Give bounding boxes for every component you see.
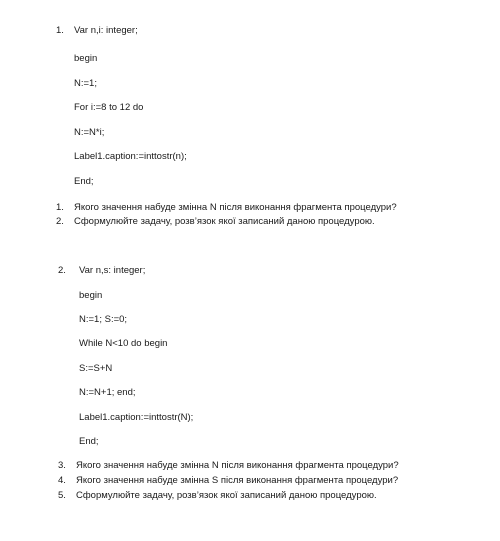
- question-number: 5.: [58, 490, 66, 501]
- question-text: Якого значення набуде змінна N після виконання фрагмента процедури?: [74, 202, 397, 213]
- code-line: N:=N*i;: [74, 127, 105, 138]
- block-number: 2.: [58, 265, 66, 276]
- code-line: N:=1; S:=0;: [79, 314, 128, 325]
- code-line: Label1.caption:=inttostr(N);: [79, 412, 194, 423]
- code-line: N:=1;: [74, 78, 97, 89]
- question-text: Сформулюйте задачу, розв’язок якої записаний даною процедурою.: [76, 490, 377, 501]
- code-line: S:=S+N: [79, 363, 113, 374]
- question-text: Сформулюйте задачу, розв’язок якої записаний даною процедурою.: [74, 216, 375, 227]
- question-number: 1.: [56, 202, 64, 213]
- code-line: Var n,s: integer;: [79, 265, 146, 276]
- code-line: End;: [74, 176, 94, 187]
- code-line: End;: [79, 436, 99, 447]
- block-number: 1.: [56, 25, 64, 36]
- question-number: 4.: [58, 475, 66, 486]
- code-line: N:=N+1; end;: [79, 387, 136, 398]
- question-text: Якого значення набуде змінна N після виконання фрагмента процедури?: [76, 460, 399, 471]
- code-line: While N<10 do begin: [79, 338, 168, 349]
- code-line: Label1.caption:=inttostr(n);: [74, 151, 187, 162]
- question-number: 3.: [58, 460, 66, 471]
- code-line: For i:=8 to 12 do: [74, 102, 144, 113]
- code-line: begin: [74, 53, 98, 64]
- code-line: begin: [79, 290, 103, 301]
- code-line: Var n,i: integer;: [74, 25, 138, 36]
- question-number: 2.: [56, 216, 64, 227]
- question-text: Якого значення набуде змінна S після виконання фрагмента процедури?: [76, 475, 399, 486]
